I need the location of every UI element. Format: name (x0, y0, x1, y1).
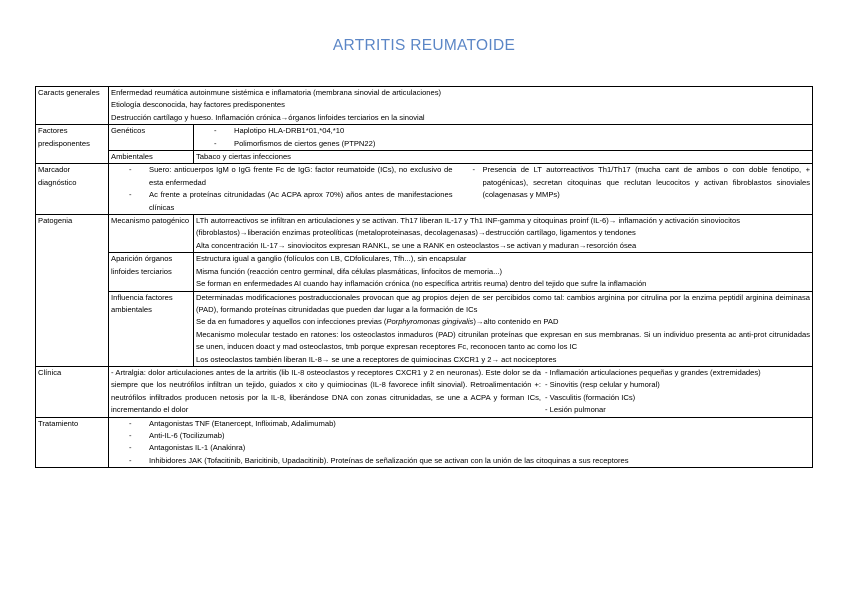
list-item: - Suero: anticuerpos IgM o IgG frente Fc de IgG: factor reumatoide (ICs), no exclusivo de esta enfermedad (111, 164, 453, 189)
row-label: Caracts generales (36, 87, 109, 125)
list-item: - Inflamación articulaciones pequeñas y grandes (extremidades) (545, 367, 761, 377)
text-line: Enfermedad reumática autoinmune sistémica e inflamatoria (membrana sinovial de articulaciones) (111, 88, 442, 97)
list-item: - Ac frente a proteínas citrunidadas (Ac ACPA aprox 70%) años antes de manifestaciones clínicas (111, 189, 453, 214)
list-item: - Presencia de LT autorreactivos Th1/Th17 (mucha cant de ambos o con doble fenotipo, + patogénicas), secretan citoquinas que reclutan leucocitos y activan fibroblastos sinoviales (colagenasas y MMPs) (469, 164, 811, 201)
text-line: Mecanismo molecular testado en ratones: los osteoclastos inmaduros (PAD) citrunilan proteínas que expresan en sus membranas. Si un individuo presenta ac anti-prot citrunidadas se unen, inducen doact y mad osteoclastos, tmb porque expresan receptores Fc, reconocen tanto ac como los IC (196, 329, 810, 352)
text-line: Determinadas modificaciones postraduccionales provocan que ag propios dejen de ser percibidos como tal: cambios arginina por citrulina por la enzima peptidil arginina deiminasa (PAD), formando proteínas citrunidadas que pueden dar lugar a la formación de ICs (196, 292, 810, 314)
clinica-content (109, 366, 813, 417)
sub-label: Influencia factores ambientales (109, 291, 194, 366)
generales-content (109, 87, 813, 125)
list-item: - Sinovitis (resp celular y humoral) (545, 380, 660, 390)
tratamiento-content (109, 417, 813, 468)
document-title: ARTRITIS REUMATOIDE (332, 37, 516, 54)
row-label: Patogenia (36, 215, 109, 367)
geneticos-content (194, 125, 813, 151)
text-part: )→alto contenido en PAD (473, 317, 559, 327)
marcador-list-left (111, 164, 453, 214)
marcador-list-right (469, 164, 811, 201)
list-item: - Anti-IL-6 (Tocilizumab) (111, 430, 810, 442)
list-item: - Inhibidores JAK (Tofacitinib, Baricitinib, Upadacitinib). Proteínas de señalización que se activan con la unión de las citoquinas a sus receptores (111, 455, 810, 467)
text-line: Estructura igual a ganglio (folículos con LB, CDfoliculares, Tfh...), sin encapsular (196, 254, 467, 264)
summary-table (35, 86, 813, 468)
text-line: Alta concentración IL-17→ sinoviocitos expresan RANKL, se une a RANK en osteoclastos→se activan y maduran→resorción ósea (196, 240, 637, 250)
row-label: Factores predisponentes (36, 125, 109, 164)
tratamiento-list (111, 418, 810, 468)
mecanismo-content (194, 215, 813, 253)
row-patogenia-mecanismo (36, 215, 813, 253)
list-item: - Antagonistas TNF (Etanercept, Infliximab, Adalimumab) (111, 418, 810, 430)
text-line: LTh autorreactivos se infiltran en articulaciones y se activan. Th17 liberan IL-17 y Th1 INF-gamma y citoquinas proinf (IL-6)→ inflamación y activación sinoviocitos (fibroblastos)→liberación enzimas proteolíticas (metaloproteinasas, decolagenasas)→destrucción cartílago, ligamentos y tendones (196, 216, 741, 238)
text-line: Etiología desconocida, hay factores predisponentes (111, 100, 285, 110)
row-generales (36, 87, 813, 125)
row-label: Marcador diagnóstico (36, 164, 109, 215)
list-item: - Polimorfismos de ciertos genes (PTPN22) (196, 138, 810, 150)
geneticos-list (196, 125, 810, 150)
list-item: - Vasculitis (formación ICs) (545, 392, 636, 402)
influencia-content (194, 291, 813, 366)
clinica-right-list (541, 367, 810, 417)
ambientales-content: Tabaco y ciertas infecciones (194, 151, 813, 164)
text-line: Destrucción cartílago y hueso. Inflamación crónica→órganos linfoides terciarios en la sinovial (111, 112, 425, 122)
text-line (196, 316, 810, 328)
row-tratamiento (36, 417, 813, 468)
row-patogenia-influencia (36, 291, 813, 366)
sub-label: Aparición órganos linfoides terciarios (109, 253, 194, 291)
row-factores-ambientales (36, 151, 813, 164)
species-name: Porphyromonas gingivalis (386, 317, 474, 327)
list-item: - Haplotipo HLA-DRB1*01,*04,*10 (196, 125, 810, 137)
marcador-content (109, 164, 813, 215)
aparicion-content (194, 253, 813, 291)
text-line: Misma función (reacción centro germinal, difa células plasmáticas, linfocitos de memoria...) (196, 266, 502, 276)
row-marcador (36, 164, 813, 215)
sub-label: Mecanismo patogénico (109, 215, 194, 253)
row-patogenia-aparicion (36, 253, 813, 291)
text-line: Los osteoclastos también liberan IL-8→ se une a receptores de quimiocinas CXCR1 y 2→ act nociceptores (196, 354, 557, 364)
sub-label: Ambientales (109, 151, 194, 164)
row-clinica (36, 366, 813, 417)
row-label: Clínica (36, 366, 109, 417)
list-item: - Antagonistas IL-1 (Anakinra) (111, 442, 810, 454)
text-line: Se forman en enfermedades AI cuando hay inflamación crónica (no específica artritis reuma) dentro del tejido que sufre la inflamación (196, 279, 647, 289)
sub-label: Genéticos (109, 125, 194, 151)
clinica-left-text: - Artralgia: dolor articulaciones antes de la artritis (lib IL-8 osteoclastos y receptores CXCR1 y 2 en neuronas). Este dolor se da siempre que los neutrófilos infiltran un tejido, guiados x cito y quimiocinas (IL-8 favorece infilt sinovial). Retroalimentación +: neutrófilos infiltrados producen netosis por la IL-8, liberándose DNA con zonas citrunidadas, se une a ACPA y forman ICs, incrementando el dolor (111, 367, 541, 415)
list-item: - Lesión pulmonar (545, 405, 606, 415)
text-part: Se da en fumadores y aquellos con infecciones previas ( (196, 317, 387, 327)
row-factores-geneticos (36, 125, 813, 151)
row-label: Tratamiento (36, 417, 109, 468)
